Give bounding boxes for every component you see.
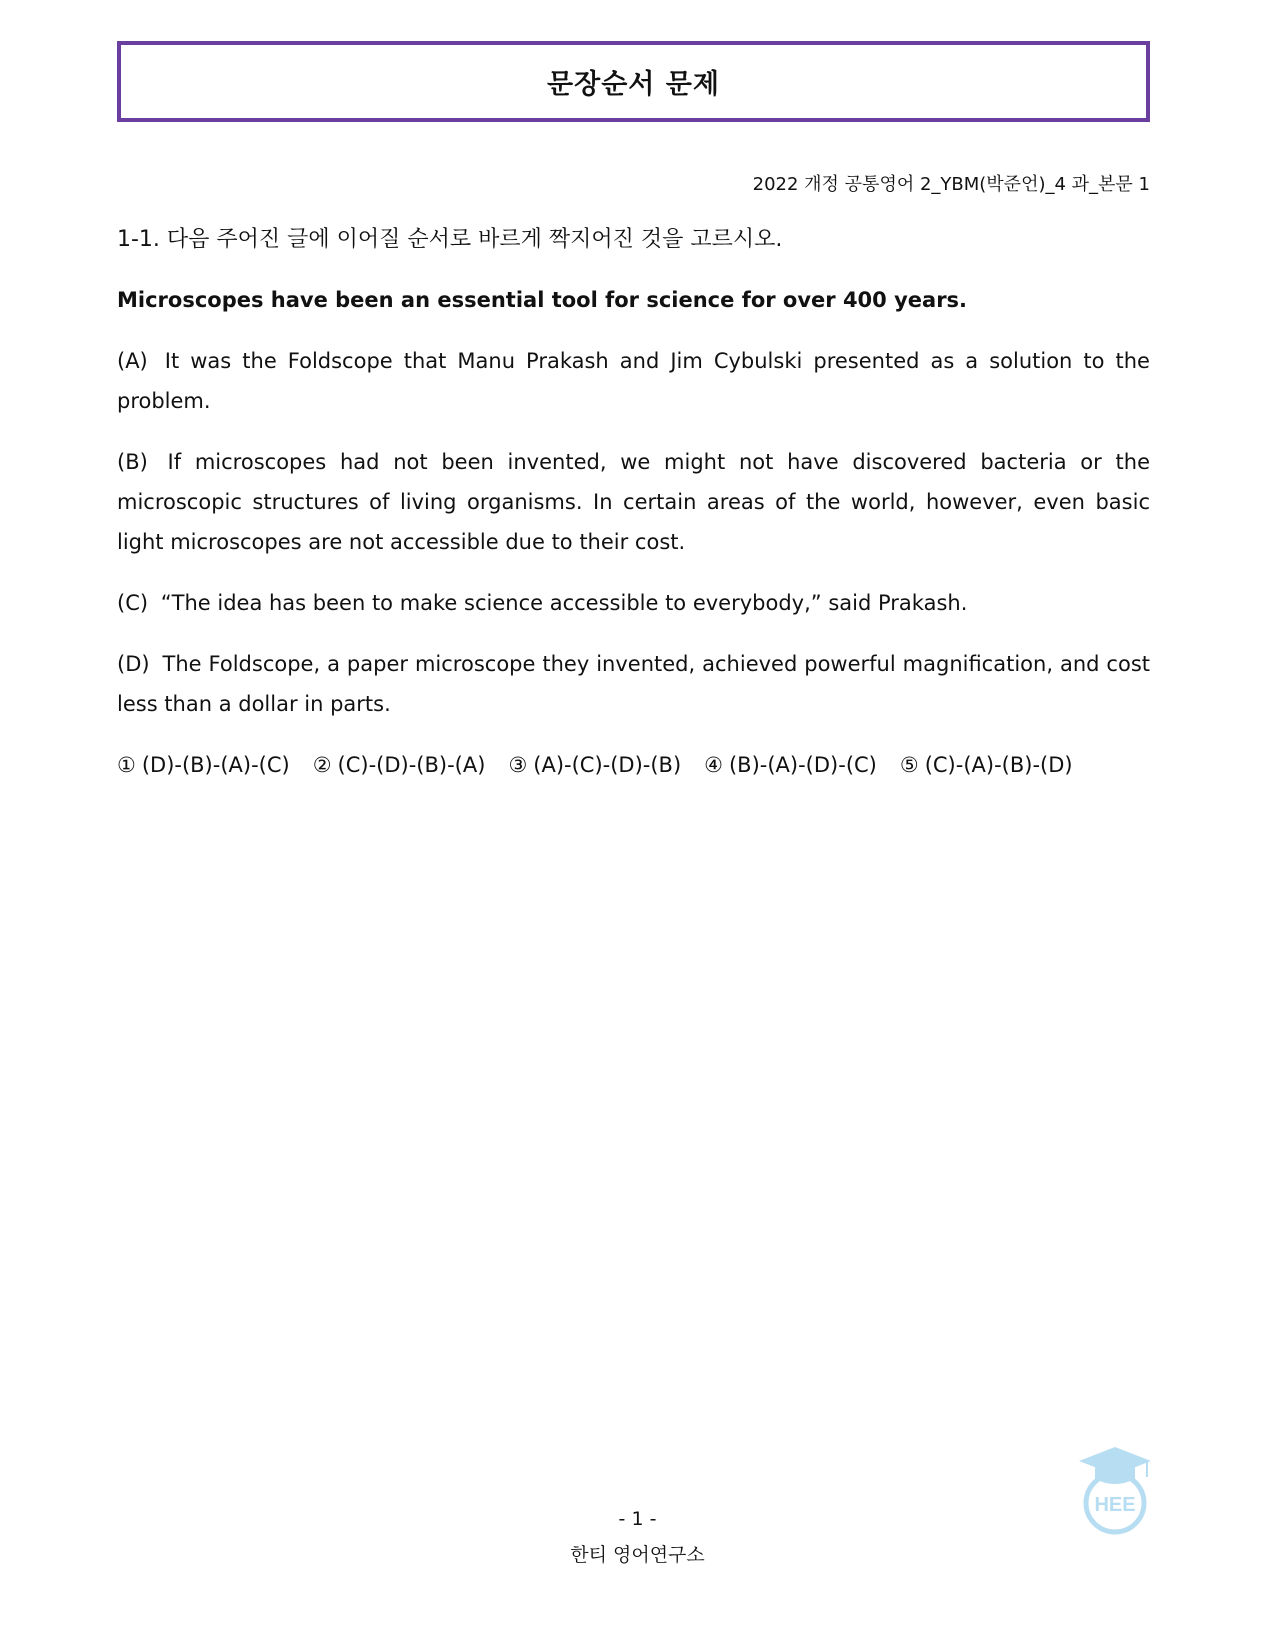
- hee-logo: [1075, 1445, 1155, 1535]
- choice-number: ⑤: [899, 753, 919, 777]
- choice-3[interactable]: [508, 745, 681, 785]
- organization-name: 한티 영어연구소: [570, 1544, 705, 1566]
- passage-d: [117, 644, 1150, 724]
- passage-label: (A): [117, 349, 148, 373]
- choice-text: (D)-(B)-(A)-(C): [141, 753, 290, 777]
- choice-4[interactable]: [704, 745, 877, 785]
- page-number: - 1 -: [618, 1508, 657, 1530]
- passage-text: It was the Foldscope that Manu Prakash and Jim Cybulski presented as a solution to the problem.: [117, 349, 1150, 413]
- choice-text: (B)-(A)-(D)-(C): [728, 753, 877, 777]
- choice-number: ③: [508, 753, 528, 777]
- choice-text: (C)-(D)-(B)-(A): [337, 753, 486, 777]
- choice-text: (A)-(C)-(D)-(B): [533, 753, 682, 777]
- passage-label: (B): [117, 450, 148, 474]
- graduation-cap-icon: [1079, 1447, 1151, 1484]
- logo-text: HEE: [1094, 1494, 1136, 1516]
- title-box: [117, 41, 1150, 122]
- passage-a: [117, 341, 1150, 421]
- passage-text: “The idea has been to make science accessible to everybody,” said Prakash.: [160, 591, 968, 615]
- choice-5[interactable]: [900, 745, 1073, 785]
- passage-c: [117, 583, 1150, 623]
- choice-1[interactable]: [117, 745, 290, 785]
- question-text: 1-1. 다음 주어진 글에 이어질 순서로 바르게 짝지어진 것을 고르시오.: [117, 227, 783, 252]
- question-content: [117, 220, 1150, 785]
- passage-text: The Foldscope, a paper microscope they invented, achieved powerful magnification, and cost less than a dollar in parts.: [117, 652, 1150, 716]
- passage-b: [117, 442, 1150, 562]
- choice-2[interactable]: [313, 745, 486, 785]
- answer-choices: [117, 745, 1150, 785]
- choice-number: ②: [312, 753, 332, 777]
- choice-text: (C)-(A)-(B)-(D): [924, 753, 1073, 777]
- passage-label: (C): [117, 591, 149, 615]
- choice-number: ④: [704, 753, 723, 777]
- given-sentence: Microscopes have been an essential tool for science for over 400 years.: [117, 288, 968, 312]
- page-title: 문장순서 문제: [547, 69, 720, 100]
- passage-label: (D): [117, 652, 150, 676]
- choice-number: ①: [117, 753, 136, 777]
- source-label: 2022 개정 공통영어 2_YBM(박준언)_4 과_본문 1: [752, 174, 1150, 195]
- passage-text: If microscopes had not been invented, we might not have discovered bacteria or the microscopic structures of living organisms. In certain areas of the world, however, even basic light microscopes are not accessible due to their cost.: [117, 450, 1150, 554]
